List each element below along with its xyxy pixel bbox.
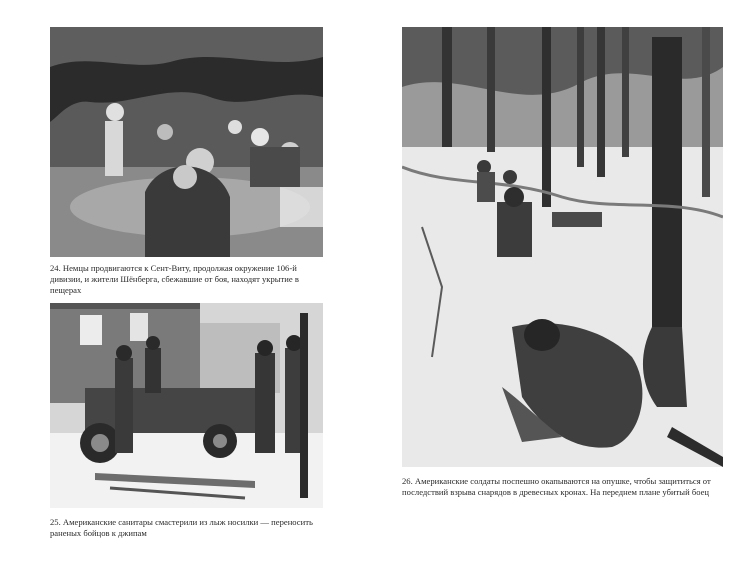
caption-25: 25. Американские санитары смастерили из лыж носилки — переносить раненых бойцов к джипам xyxy=(50,517,313,538)
caption-26: 26. Американские солдаты поспешно окапываются на опушке, чтобы защититься от последствий взрыва снарядов в древесных кронах. На переднем плане убитый боец xyxy=(402,476,711,497)
photo-24-cave-shelter xyxy=(50,27,323,257)
caption-24: 24. Немцы продвигаются к Сент-Виту, продолжая окружение 106-й дивизии, и жители Шёнберга, сбежавшие от боя, находят укрытие в пещерах xyxy=(50,263,299,295)
photo-26-soldiers-forest-edge xyxy=(402,27,723,467)
photo-25-medics-jeep xyxy=(50,303,323,508)
